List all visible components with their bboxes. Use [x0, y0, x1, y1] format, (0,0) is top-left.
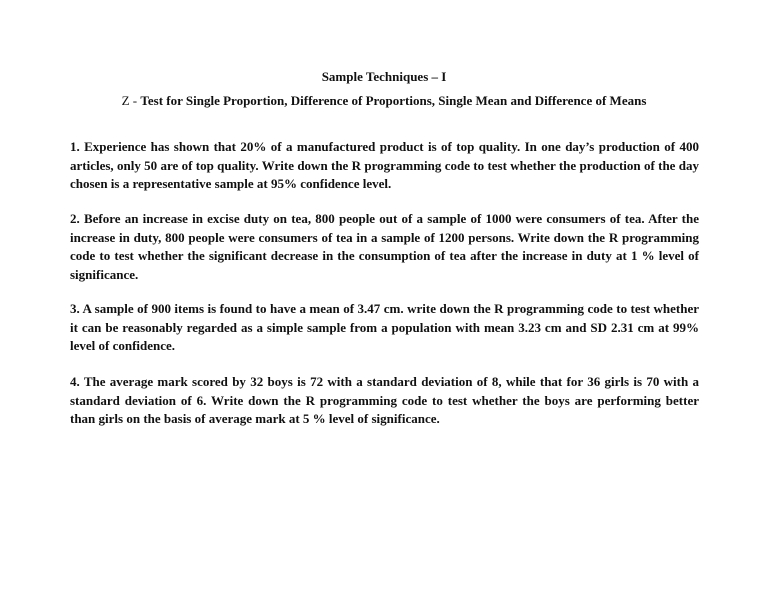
subtitle-text: Test for Single Proportion, Difference of Proportions, Single Mean and Difference of Means: [140, 93, 647, 108]
subtitle-lead: Z -: [121, 93, 141, 108]
question-1: 1. Experience has shown that 20% of a manufactured product is of top quality. In one day’s production of 400 articles, only 50 are of top quality. Write down the R programming code to test whether the production of the day chosen is a representative sample at 95% confidence level.: [70, 139, 699, 191]
question-4: 4. The average mark scored by 32 boys is 72 with a standard deviation of 8, while that for 36 girls is 70 with a standard deviation of 6. Write down the R programming code to test whether the boys are performing better than girls on the basis of average mark at 5 % level of significance.: [70, 374, 699, 426]
question-3: 3. A sample of 900 items is found to have a mean of 3.47 cm. write down the R programming code to test whether it can be reasonably regarded as a simple sample from a population with mean 3.23 cm and SD 2.31 cm at 99% level of confidence.: [70, 301, 699, 353]
question-2: 2. Before an increase in excise duty on tea, 800 people out of a sample of 1000 were consumers of tea. After the increase in duty, 800 people were consumers of tea in a sample of 1200 persons. Write down the R programming code to test whether the significant decrease in the consumption of tea after the increase in duty at 1 % level of significance.: [70, 211, 699, 282]
page-subtitle: [0, 93, 768, 109]
page-title: Sample Techniques – I: [321, 69, 447, 84]
